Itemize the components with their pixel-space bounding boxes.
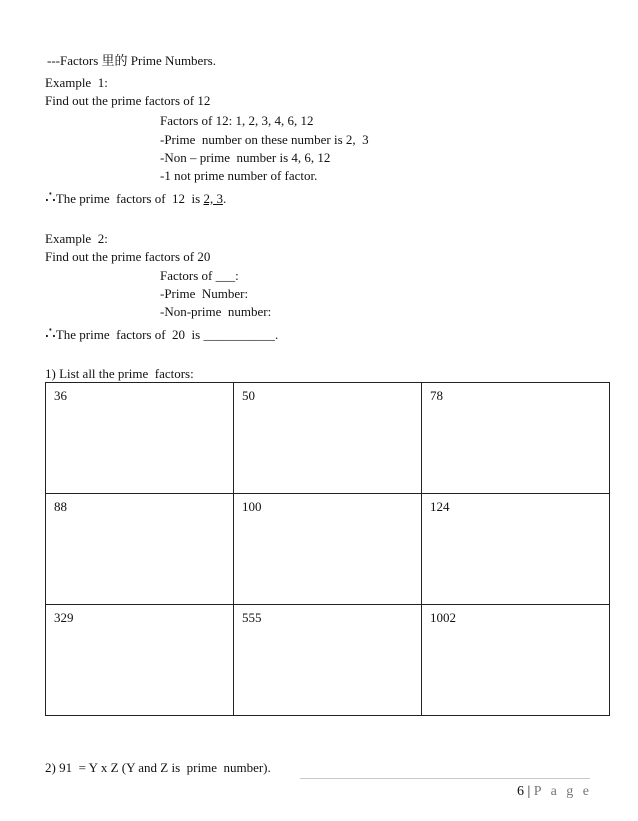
conclusion-suffix: . [222,191,227,206]
example1-conclusion [45,190,226,207]
page-title: ---Factors 里的 Prime Numbers. [47,53,216,68]
table-row [46,494,610,605]
conclusion-text: The prime factors of 12 is [55,191,204,206]
table-cell[interactable]: 100 [234,494,422,605]
table-cell[interactable]: 555 [234,605,422,716]
example1-line: -Non – prime number is 4, 6, 12 [160,150,331,165]
page-footer [517,784,592,800]
example2-conclusion [45,326,278,343]
example1-line: -1 not prime number of factor. [160,168,318,183]
table-cell[interactable]: 329 [46,605,234,716]
example2-line: Factors of ___: [160,268,239,283]
example1-line: -Prime number on these number is 2, 3 [160,132,369,147]
table-cell[interactable]: 124 [422,494,610,605]
table-cell[interactable]: 36 [46,383,234,494]
exercise1-label: 1) List all the prime factors: [45,366,194,381]
table-cell[interactable]: 88 [46,494,234,605]
conclusion-answer: 2, 3 [203,191,223,206]
example2-line: -Non-prime number: [160,304,272,319]
table-cell[interactable]: 50 [234,383,422,494]
footer-divider [300,778,590,779]
therefore-icon: ∴ [45,188,56,207]
example2-line: -Prime Number: [160,286,249,301]
page-label: P a g e [533,784,592,799]
exercise2-label: 2) 91 = Y x Z (Y and Z is prime number). [45,760,271,775]
footer-separator: | [527,784,531,799]
example1-heading: Example 1: [45,75,108,90]
table-cell[interactable]: 1002 [422,605,610,716]
example2-question: Find out the prime factors of 20 [45,249,211,264]
therefore-icon: ∴ [45,324,56,343]
example1-line: Factors of 12: 1, 2, 3, 4, 6, 12 [160,113,314,128]
prime-factors-table [45,382,610,716]
example1-question: Find out the prime factors of 12 [45,93,211,108]
example2-heading: Example 2: [45,231,108,246]
table-cell[interactable]: 78 [422,383,610,494]
conclusion-text: The prime factors of 20 is ___________. [55,327,279,342]
page-number: 6 [516,784,524,799]
table-row [46,383,610,494]
table-row [46,605,610,716]
